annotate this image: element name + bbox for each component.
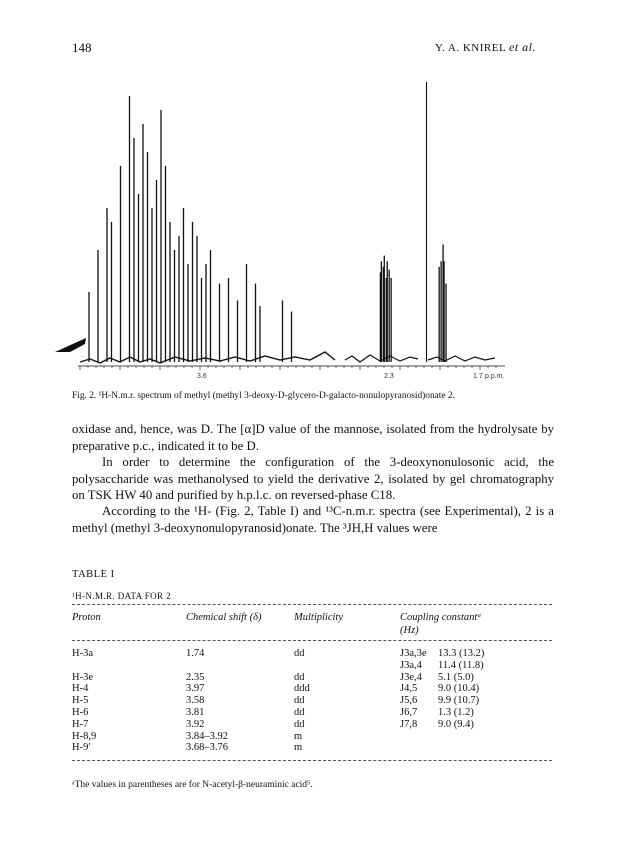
table-cell-coupling-label: J6,7 xyxy=(400,706,418,718)
column-protons xyxy=(72,648,96,754)
table-cell-coupling-value: 9.0 (9.4) xyxy=(438,718,474,730)
table-cell-coupling-label: J4,5 xyxy=(400,683,418,695)
table-footnote: ᵃThe values in parentheses are for N-acetyl-β-neuraminic acid⁵. xyxy=(72,780,313,790)
table-cell-multiplicity: ddd xyxy=(294,683,310,695)
col-header-coupling: Coupling constantᵃ (Hz) xyxy=(400,612,482,636)
table-top-rule xyxy=(72,604,552,605)
table-cell-shift xyxy=(186,660,228,672)
table-cell-proton: H-4 xyxy=(72,683,89,695)
table-cell-multiplicity: dd xyxy=(294,648,305,659)
column-coupling-values xyxy=(438,648,484,731)
column-coupling-labels xyxy=(400,648,427,731)
paragraph-3: According to the ¹H- (Fig. 2, Table I) and ¹³C-n.m.r. spectra (see Experimental), 2 is a methyl (methyl 3-deoxynonulopyranosid)onate. The ³JH,H values were xyxy=(72,504,554,535)
table-cell-shift: 3.97 xyxy=(186,683,205,695)
column-multiplicity xyxy=(294,648,310,754)
table-cell-shift: 3.68–3.76 xyxy=(186,742,228,754)
table-cell-coupling-label: J7,8 xyxy=(400,718,418,730)
paragraph-1: oxidase and, hence, was D. The [α]D value of the mannose, isolated from the hydrolysate by preparative p.c., indicated it to be D. xyxy=(72,422,554,453)
table-cell-coupling-label: J3e,4 xyxy=(400,671,422,683)
table-cell-multiplicity: dd xyxy=(294,706,305,718)
table-bottom-rule xyxy=(72,760,552,761)
table-cell-multiplicity: dd xyxy=(294,695,305,707)
table-cell-coupling-value: 5.1 (5.0) xyxy=(438,671,474,683)
table-cell-proton: H-3e xyxy=(72,671,93,683)
table-cell-shift: 3.84–3.92 xyxy=(186,730,228,742)
table-cell-coupling-label: J3a,4 xyxy=(400,659,422,671)
table-cell-multiplicity: dd xyxy=(294,718,305,730)
table-cell-multiplicity: m xyxy=(294,742,303,754)
table-cell-shift: 2.35 xyxy=(186,671,205,683)
table-cell-coupling-value: 11.4 (11.8) xyxy=(438,659,484,671)
paragraph-2: In order to determine the configuration of the 3-deoxynonulosonic acid, the polysaccharide was methanolysed to yield the derivative 2, isolated by gel chromatography on TSK HW 40 and purified by h.p.l.c. on reversed-phase C18. xyxy=(72,455,554,502)
figure-caption xyxy=(72,391,562,401)
spectrum-baseline-right xyxy=(428,356,495,361)
table-cell-multiplicity: dd xyxy=(294,671,305,683)
nmr-spectrum xyxy=(0,0,624,390)
spectrum-arrow xyxy=(55,338,86,352)
table-cell-coupling-label: J3a,3e xyxy=(400,648,427,659)
table-cell-coupling-value: 1.3 (1.2) xyxy=(438,706,474,718)
table-header-rule xyxy=(72,640,552,641)
table-cell-multiplicity: m xyxy=(294,730,303,742)
axis-label-1-7: 1.7 xyxy=(473,373,483,380)
caption-fig-label: Fig. 2. xyxy=(72,391,97,401)
caption-text: ¹H-N.m.r. spectrum of methyl (methyl 3-deoxy-D-glycero-D-galacto-nonulopyranosid)onate 2. xyxy=(98,391,455,401)
table-cell-coupling-label: J5,6 xyxy=(400,695,418,707)
table-title: TABLE I xyxy=(72,569,115,580)
table-cell-multiplicity xyxy=(294,660,310,672)
header-authors: Y. A. KNIREL xyxy=(434,42,506,54)
axis-label-3-6: 3.6 xyxy=(197,373,207,380)
page-number: 148 xyxy=(72,40,92,55)
table-cell-proton: H-3a xyxy=(72,648,93,659)
table-cell-coupling-value: 9.0 (10.4) xyxy=(438,683,480,695)
table-cell-proton: H-7 xyxy=(72,718,89,730)
table-cell-shift: 3.81 xyxy=(186,706,205,718)
table-cell-shift: 1.74 xyxy=(186,648,205,659)
table-cell-shift: 3.92 xyxy=(186,718,205,730)
column-shifts xyxy=(186,648,228,754)
axis-unit-ppm: p.p.m. xyxy=(485,373,505,380)
table-cell-shift: 3.58 xyxy=(186,695,205,707)
table-cell-coupling-value: 9.9 (10.7) xyxy=(438,695,480,707)
col-header-multiplicity: Multiplicity xyxy=(294,612,343,623)
table-cell-proton: H-5 xyxy=(72,695,89,707)
col-header-shift: Chemical shift (δ) xyxy=(186,612,262,623)
spectrum-baseline xyxy=(80,352,335,363)
table-cell-coupling-value: 13.3 (13.2) xyxy=(438,648,485,659)
table-subtitle: ¹H-N.M.R. DATA FOR 2 xyxy=(72,591,171,601)
table-cell-proton xyxy=(72,660,96,672)
col-header-proton: Proton xyxy=(72,612,101,623)
axis-label-2-3: 2.3 xyxy=(384,373,394,380)
table-cell-proton: H-9′ xyxy=(72,742,91,754)
table-cell-proton: H-8,9 xyxy=(72,730,97,742)
header-et-al: et al. xyxy=(509,40,536,54)
table-cell-proton: H-6 xyxy=(72,706,89,718)
